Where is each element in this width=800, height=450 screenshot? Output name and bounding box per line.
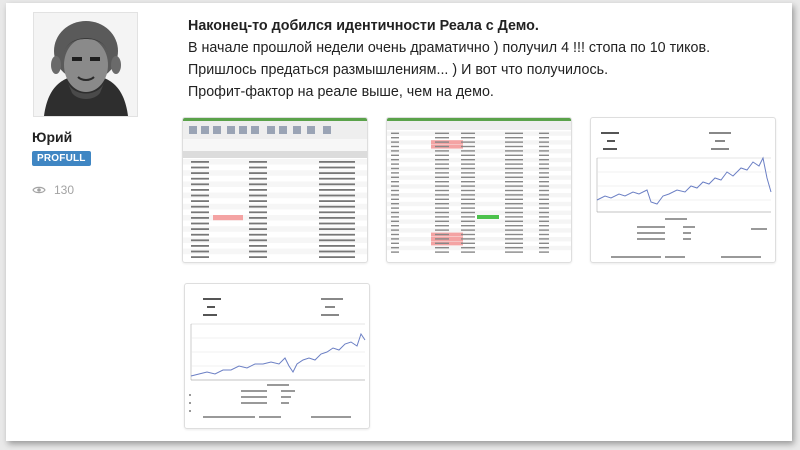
post-title: Наконец-то добился идентичности Реала с Демо. (188, 18, 539, 34)
post-body (188, 15, 778, 103)
avatar[interactable] (33, 12, 138, 117)
user-avatar-photo (34, 13, 137, 116)
equity-chart-screenshot (591, 118, 775, 262)
post-line: Профит-фактор на реале выше, чем на демо. (188, 84, 494, 100)
trade-list-screenshot (387, 118, 571, 262)
eye-icon (32, 185, 46, 195)
username[interactable]: Юрий (32, 129, 73, 145)
equity-chart-screenshot (185, 284, 369, 428)
attachment-thumbnail-1[interactable] (182, 117, 368, 263)
attachment-thumbnail-3[interactable] (590, 117, 776, 263)
post-card (6, 3, 792, 441)
views-counter (32, 183, 74, 197)
views-count: 130 (54, 183, 75, 197)
attachment-thumbnail-2[interactable] (386, 117, 572, 263)
profull-badge[interactable]: PROFULL (32, 151, 91, 166)
attachment-thumbnail-4[interactable] (184, 283, 370, 429)
post-line: В начале прошлой недели очень драматично ) получил 4 !!! стопа по 10 тиков. (188, 40, 711, 56)
trade-table-screenshot (183, 118, 367, 262)
post-line: Пришлось предаться размышлениям... ) И вот что получилось. (188, 62, 609, 78)
